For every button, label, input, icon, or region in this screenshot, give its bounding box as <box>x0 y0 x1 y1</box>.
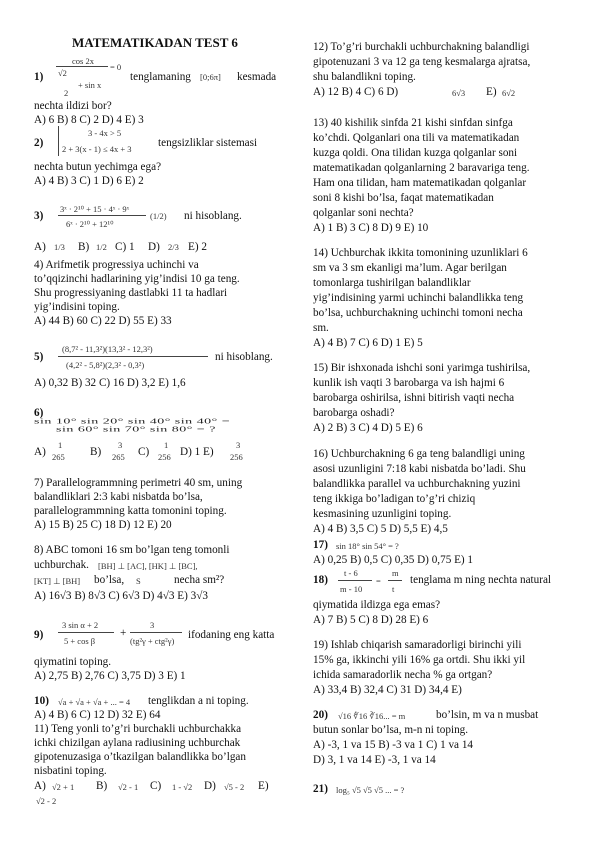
q12-ans-d-val: 6√3 <box>452 88 466 98</box>
q10-math: √a + √a + √a + ... = 4 <box>58 697 131 707</box>
q8-line-3b: bo’lsa, <box>94 574 125 586</box>
q1-math-numerator: cos 2x <box>72 56 94 66</box>
q6-ans-c: C) <box>138 446 150 458</box>
q20-answers-1: A) -3, 1 va 15 B) -3 va 1 C) 1 va 14 <box>313 739 474 751</box>
q13-line-2: ko’chdi. Qolganlari ona tili va matematikadan <box>313 132 520 144</box>
q1-text2: kesmada <box>237 71 277 83</box>
q16-line-1: 16) Uchburchakning 6 ga teng balandligi uning <box>313 448 525 460</box>
q18-frac2-top: m <box>392 568 399 578</box>
q16-line-2: asosi uzunligini 7:18 kabi nisbatda bo’ladi. Shu <box>313 463 526 475</box>
q6-ans-e-top: 3 <box>236 440 241 450</box>
q17-answers: A) 0,25 B) 0,5 C) 0,35 D) 0,75 E) 1 <box>313 554 474 566</box>
q7-line-3: parallelogrammning katta tomonini toping. <box>34 505 227 517</box>
q4-line-1: 4) Arifmetik progressiya uchinchi va <box>34 259 199 271</box>
q11-ans-c: C) <box>150 780 162 792</box>
q9-frac2-line <box>130 632 182 633</box>
q11-ans-a-val: √2 + 1 <box>52 782 75 792</box>
q1-number: 1) <box>34 71 44 83</box>
q14-line-3: tomonlarga tushirilgan balandliklar <box>313 277 471 289</box>
q15-answers: A) 2 B) 3 C) 4 D) 5 E) 6 <box>313 422 423 434</box>
q6-ans-b-bot: 265 <box>112 452 125 462</box>
q5-frac-line <box>58 356 208 357</box>
q3-ans-a: A) <box>34 241 46 253</box>
q1-text: tenglamaning <box>130 71 191 83</box>
q6-number: 6) <box>34 407 44 419</box>
q5-denominator: (4,2² - 5,8²)(2,3² - 0,3²) <box>66 360 145 370</box>
q6-ans-b: B) <box>90 446 102 458</box>
q2-text: tengsizliklar sistemasi <box>158 137 258 149</box>
q11-ans-d: D) <box>204 780 216 792</box>
q9-number: 9) <box>34 629 44 641</box>
q16-line-5: kesmasining uzunligini toping. <box>313 508 452 520</box>
q11-ans-b-val: √2 - 1 <box>118 782 139 792</box>
q6-ans-d-e: D) 1 E) <box>180 446 214 458</box>
q2-system-1: 3 - 4x > 5 <box>88 128 122 138</box>
q18-answers: A) 7 B) 5 C) 8 D) 28 E) 6 <box>313 614 429 626</box>
q1-answers: A) 6 B) 8 C) 2 D) 4 E) 3 <box>34 114 144 126</box>
q3-paren: (1/2) <box>150 211 167 221</box>
q9-frac2-bot: (tg²γ + ctg²γ) <box>130 636 175 646</box>
q12-line-1: 12) To’g’ri burchakli uchburchakning balandligi <box>313 41 530 53</box>
q18-frac1-bot: m - 10 <box>340 584 363 594</box>
q4-answers: A) 44 B) 60 C) 22 D) 55 E) 33 <box>34 315 172 327</box>
q3-ans-a-val: 1/3 <box>54 242 65 252</box>
q14-line-5: bo’lsa, uchburchakning uchinchi tomoni necha <box>313 307 523 319</box>
q11-ans-d-val: √5 - 2 <box>224 782 245 792</box>
q11-ans-e-val: √2 - 2 <box>36 796 57 806</box>
q1-math-root: √2 <box>58 68 67 78</box>
q9-frac1-bot: 5 + cos β <box>64 636 96 646</box>
q1-math-plus: + sin x <box>78 80 102 90</box>
q18-frac2-line <box>388 580 402 581</box>
q3-ans-d: D) <box>148 241 160 253</box>
q18-eq: = <box>376 576 381 586</box>
q19-line-2: 15% ga, ikkinchi yili 16% ga ortdi. Shu ikki yil <box>313 654 526 666</box>
q10-text: tenglikdan a ni toping. <box>148 695 249 707</box>
q6-ans-a: A) <box>34 446 46 458</box>
q5-text: ni hisoblang. <box>215 351 273 363</box>
q6-formula-line1: sin 10° sin 20° sin 40° sin 40° = <box>34 417 231 426</box>
q18-number: 18) <box>313 574 328 586</box>
q12-ans-e: E) <box>486 86 497 98</box>
q13-line-7: qolganlar soni nechta? <box>313 207 414 219</box>
q11-line-3: gipotenuzasiga o’tkazilgan balandlikka bo’lgan <box>34 751 246 763</box>
q1-interval: [0;6π] <box>200 72 221 82</box>
q8-math-s: S <box>136 576 141 586</box>
q15-line-3: barobarga oshirilsa, ishni bitirish vaqti necha <box>313 392 515 404</box>
q11-ans-e: E) <box>258 780 269 792</box>
q1-frac-line <box>56 66 108 67</box>
q16-line-4: teng ikkiga bo’ladigan to’g’ri chiziq <box>313 493 476 505</box>
q1-line2: nechta ildizi bor? <box>34 100 112 112</box>
q12-answers: A) 12 B) 4 C) 6 D) <box>313 86 399 98</box>
q18-line2: qiymatida ildizga ega emas? <box>313 599 441 611</box>
q15-line-4: barobarga oshadi? <box>313 407 395 419</box>
q9-plus: + <box>120 627 127 639</box>
q11-line-1: 11) Teng yonli to’g’ri burchakli uchburchakka <box>34 723 242 735</box>
q13-line-5: Ham ona tilidan, ham matematikadan qolganlar <box>313 177 527 189</box>
q3-ans-b: B) <box>78 241 90 253</box>
q18-text: tenglama m ning nechta natural <box>410 574 552 586</box>
q14-answers: A) 4 B) 7 C) 6 D) 1 E) 5 <box>313 337 423 349</box>
q9-line2: qiymatini toping. <box>34 656 112 668</box>
q12-line-3: shu balandlikni toping. <box>313 71 416 83</box>
q13-line-1: 13) 40 kishilik sinfda 21 kishi sinfdan sinfga <box>313 117 513 129</box>
q14-line-1: 14) Uchburchak ikkita tomonining uzunliklari 6 <box>313 247 528 259</box>
q17-math: sin 18° sin 54° = ? <box>336 541 399 551</box>
q13-line-3: kuzga qoldi. Ona tilidan kuzga qolganlar soni <box>313 147 518 159</box>
q6-ans-a-top: 1 <box>58 440 63 450</box>
q20-line2: butun sonlar bo’lsa, m-n ni toping. <box>313 724 469 736</box>
q14-line-6: sm. <box>313 322 329 334</box>
q8-math-2: [BH] ⊥ [AC], [HK] ⊥ [BC], <box>98 561 198 571</box>
q2-number: 2) <box>34 137 44 149</box>
q2-system-brace <box>58 126 59 156</box>
q4-line-4: yig’indisini toping. <box>34 301 120 313</box>
q3-numerator: 3ˣ · 2¹⁰ + 15 · 4ˣ · 9ˣ <box>60 204 130 214</box>
q20-math: √16 ∜16 ∛16... = m <box>338 711 406 721</box>
q19-answers: A) 33,4 B) 32,4 C) 31 D) 34,4 E) <box>313 684 462 696</box>
q15-line-1: 15) Bir ishxonada ishchi soni yarimga tushirilsa, <box>313 362 531 374</box>
q19-line-3: ichida samaradorlik necha % ga ortgan? <box>313 669 493 681</box>
q14-line-4: yig’indisining yarmi uchinchi balandlikka teng <box>313 292 524 304</box>
q4-line-2: to’qqizinchi hadlarining yig’indisi 10 ga teng. <box>34 273 240 285</box>
q3-ans-d-val: 2/3 <box>168 242 179 252</box>
q3-denominator: 6ˣ · 2¹⁰ + 12¹⁰ <box>66 219 114 229</box>
q6-ans-e-bot: 256 <box>230 452 243 462</box>
q8-line-3c: necha sm²? <box>174 574 225 586</box>
q6-ans-c-bot: 256 <box>158 452 171 462</box>
q11-ans-c-val: 1 - √2 <box>172 782 193 792</box>
q3-ans-c: C) 1 <box>115 241 135 253</box>
q2-line2: nechta butun yechimga ega? <box>34 161 162 173</box>
q20-number: 20) <box>313 709 328 721</box>
q12-ans-e-val: 6√2 <box>502 88 516 98</box>
q21-math: log₅ √5 √5 √5 ... = ? <box>336 785 405 795</box>
q1-math-denominator: 2 <box>64 88 69 98</box>
q19-line-1: 19) Ishlab chiqarish samaradorligi birinchi yili <box>313 639 522 651</box>
q6-ans-a-bot: 265 <box>52 452 65 462</box>
q3-ans-b-val: 1/2 <box>96 242 107 252</box>
q13-line-4: matematikadan qolganlarning 2 baravariga teng. <box>313 162 530 174</box>
q20-answers-2: D) 3, 1 va 14 E) -3, 1 va 14 <box>313 754 436 766</box>
q6-ans-b-top: 3 <box>118 440 123 450</box>
q11-line-4: nisbatini toping. <box>34 765 107 777</box>
q7-line-1: 7) Parallelogrammning perimetri 40 sm, uning <box>34 477 243 489</box>
q8-math-3: [KT] ⊥ [BH] <box>34 576 81 586</box>
q16-line-3: balandlikka parallel va uchburchakning yuzini <box>313 478 521 490</box>
q15-line-2: kunlik ish vaqti 3 barobarga va ish hajmi 6 <box>313 377 505 389</box>
q13-answers: A) 1 B) 3 C) 8 D) 9 E) 10 <box>313 222 429 234</box>
q3-text: ni hisoblang. <box>184 210 242 222</box>
q6-ans-c-top: 1 <box>164 440 169 450</box>
q17-number: 17) <box>313 539 328 551</box>
q14-line-2: sm va 3 sm ekanligi ma’lum. Agar berilgan <box>313 262 507 274</box>
q3-ans-e: E) 2 <box>188 241 207 253</box>
q2-system-2: 2 + 3(x - 1) ≤ 4x + 3 <box>62 144 132 154</box>
q5-number: 5) <box>34 351 44 363</box>
q11-ans-a: A) <box>34 780 46 792</box>
q8-line-1: 8) ABC tomoni 16 sm bo’lgan teng tomonli <box>34 544 230 556</box>
q16-answers: A) 4 B) 3,5 C) 5 D) 5,5 E) 4,5 <box>313 523 448 535</box>
q1-math-eq: = 0 <box>110 62 122 72</box>
q7-answers: A) 15 B) 25 C) 18 D) 12 E) 20 <box>34 519 172 531</box>
q3-number: 3) <box>34 210 44 222</box>
q9-text: ifodaning eng katta <box>188 629 275 641</box>
q11-line-2: ichki chizilgan aylana radiusining uchburchak <box>34 737 241 749</box>
q18-frac1-top: t - 6 <box>344 568 358 578</box>
q9-frac1-top: 3 sin α + 2 <box>62 620 99 630</box>
q12-line-2: gipotenuzani 3 va 12 ga teng kesmalarga ajratsa, <box>313 56 531 68</box>
q5-numerator: (8,7² - 11,3²)(13,3² - 12,3²) <box>62 344 153 354</box>
q18-frac1-line <box>338 580 372 581</box>
q9-answers: A) 2,75 B) 2,76 C) 3,75 D) 3 E) 1 <box>34 670 186 682</box>
q18-frac2-bot: t <box>392 584 395 594</box>
q13-line-6: soni 8 kishi bo’lsa, faqat matematikadan <box>313 192 494 204</box>
q20-text: bo’lsin, m va n musbat <box>436 709 539 721</box>
q9-frac2-top: 3 <box>150 620 155 630</box>
q8-line-2a: uchburchak. <box>34 559 89 571</box>
q7-line-2: balandliklari 2:3 kabi nisbatda bo’lsa, <box>34 491 203 503</box>
q5-answers: A) 0,32 B) 32 C) 16 D) 3,2 E) 1,6 <box>34 377 186 389</box>
q3-frac-line <box>58 215 146 216</box>
q6-formula-line2: sin 60° sin 70° sin 80° = ? <box>56 425 216 434</box>
q2-answers: A) 4 B) 3 C) 1 D) 6 E) 2 <box>34 175 144 187</box>
q8-answers: A) 16√3 B) 8√3 C) 6√3 D) 4√3 E) 3√3 <box>34 590 208 602</box>
q9-frac1-line <box>58 632 114 633</box>
q11-ans-b: B) <box>96 780 108 792</box>
page-title: MATEMATIKADAN TEST 6 <box>72 35 238 50</box>
q10-answers: A) 4 B) 6 C) 12 D) 32 E) 64 <box>34 709 161 721</box>
q21-number: 21) <box>313 783 328 795</box>
q10-number: 10) <box>34 695 49 707</box>
q4-line-3: Shu progressiyaning dastlabki 11 ta hadlari <box>34 287 228 299</box>
